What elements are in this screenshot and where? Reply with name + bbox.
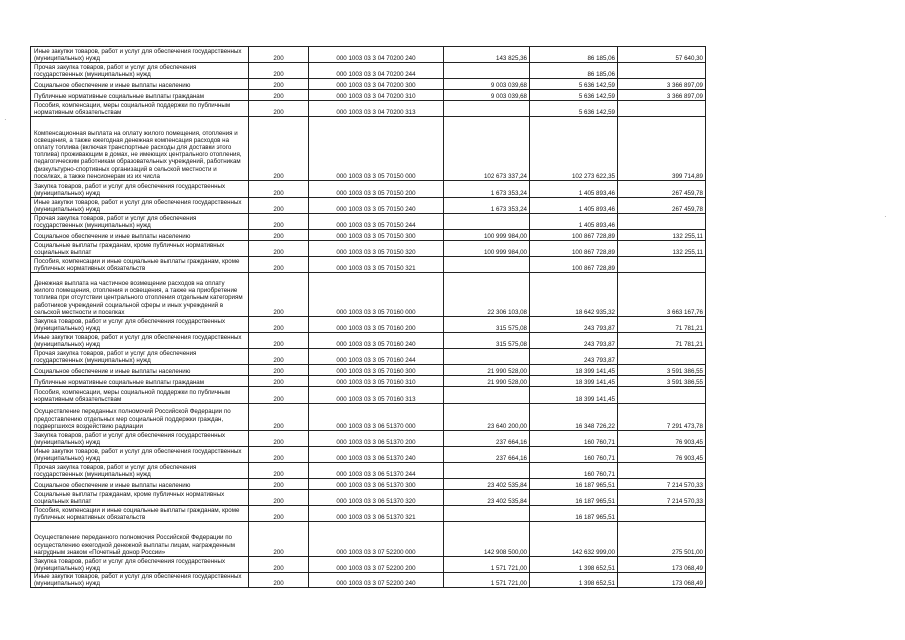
budget-execution-table	[30, 46, 706, 588]
table-row	[31, 479, 706, 490]
cell-fact: 160 760,71	[530, 463, 618, 479]
cell-rest: 3 591 386,55	[618, 365, 706, 376]
cell-fact: 1 405 893,46	[530, 214, 618, 230]
table-row	[31, 447, 706, 463]
cell-name: Прочая закупка товаров, работ и услуг для обеспечения государственных (муниципальных) нужд	[31, 214, 249, 230]
cell-rest: 76 903,45	[618, 431, 706, 447]
cell-plan: 1 571 721,00	[444, 557, 530, 573]
cell-name: Социальное обеспечение и иные выплаты населению	[31, 230, 249, 241]
cell-fact: 86 185,06	[530, 47, 618, 63]
cell-fact: 243 793,87	[530, 333, 618, 349]
cell-kbk: 000 1003 03 3 05 70160 244	[309, 349, 444, 365]
scan-speck: ·	[4, 115, 7, 124]
table-row	[31, 317, 706, 333]
cell-rest: 71 781,21	[618, 333, 706, 349]
cell-code: 200	[249, 273, 309, 317]
cell-code: 200	[249, 376, 309, 387]
cell-fact: 1 398 652,51	[530, 557, 618, 573]
cell-kbk: 000 1003 03 3 07 52200 240	[309, 573, 444, 588]
cell-plan	[444, 349, 530, 365]
cell-plan: 21 990 528,00	[444, 376, 530, 387]
table-row	[31, 230, 706, 241]
cell-name: Прочая закупка товаров, работ и услуг для обеспечения государственных (муниципальных) нужд	[31, 463, 249, 479]
cell-code: 200	[249, 257, 309, 273]
table-row	[31, 333, 706, 349]
cell-code: 200	[249, 573, 309, 588]
cell-fact: 18 399 141,45	[530, 376, 618, 387]
cell-kbk: 000 1003 03 3 05 70150 244	[309, 214, 444, 230]
table-row	[31, 557, 706, 573]
cell-rest: 7 291 473,78	[618, 404, 706, 431]
cell-code: 200	[249, 349, 309, 365]
table-row	[31, 522, 706, 557]
cell-kbk: 000 1003 03 3 06 51370 320	[309, 490, 444, 506]
cell-kbk: 000 1003 03 3 06 51370 300	[309, 479, 444, 490]
cell-name: Иные закупки товаров, работ и услуг для обеспечения государственных (муниципальных) нужд	[31, 198, 249, 214]
cell-kbk: 000 1003 03 3 05 70150 200	[309, 181, 444, 198]
cell-plan: 9 003 039,68	[444, 79, 530, 90]
cell-fact: 16 187 965,51	[530, 506, 618, 522]
cell-plan	[444, 387, 530, 404]
cell-kbk: 000 1003 03 3 05 70150 321	[309, 257, 444, 273]
cell-kbk: 000 1003 03 3 06 51370 321	[309, 506, 444, 522]
cell-kbk: 000 1003 03 3 04 70200 240	[309, 47, 444, 63]
cell-kbk: 000 1003 03 3 05 70160 000	[309, 273, 444, 317]
cell-rest	[618, 349, 706, 365]
cell-code: 200	[249, 447, 309, 463]
table-row	[31, 198, 706, 214]
cell-rest: 173 068,49	[618, 573, 706, 588]
table-row	[31, 90, 706, 101]
cell-name: Иные закупки товаров, работ и услуг для обеспечения государственных (муниципальных) нужд	[31, 47, 249, 63]
cell-name: Денежная выплата на частичное возмещение расходов на оплату жилого помещения, отопления и освещения, а также на приобретение топлива при отсутствии центрального отопления отдельным категориям работников учреждений социальной сферы и иных учреждений в сельской местности и поселках	[31, 273, 249, 317]
cell-rest: 7 214 570,33	[618, 490, 706, 506]
cell-name: Пособия, компенсации, меры социальной поддержки по публичным нормативным обязательствам	[31, 387, 249, 404]
cell-code: 200	[249, 198, 309, 214]
cell-kbk: 000 1003 03 3 07 52200 200	[309, 557, 444, 573]
cell-plan	[444, 506, 530, 522]
cell-code: 200	[249, 317, 309, 333]
cell-plan: 1 673 353,24	[444, 181, 530, 198]
cell-rest: 3 366 897,09	[618, 79, 706, 90]
cell-plan	[444, 63, 530, 79]
cell-kbk: 000 1003 03 3 05 70160 313	[309, 387, 444, 404]
cell-code: 200	[249, 557, 309, 573]
cell-rest: 132 255,11	[618, 241, 706, 257]
cell-name: Закупка товаров, работ и услуг для обеспечения государственных (муниципальных) нужд	[31, 181, 249, 198]
cell-plan: 100 999 984,00	[444, 241, 530, 257]
cell-name: Закупка товаров, работ и услуг для обеспечения государственных (муниципальных) нужд	[31, 431, 249, 447]
cell-fact: 243 793,87	[530, 349, 618, 365]
table-body	[31, 47, 706, 588]
cell-rest: 76 903,45	[618, 447, 706, 463]
cell-plan: 100 999 984,00	[444, 230, 530, 241]
cell-rest: 3 663 167,76	[618, 273, 706, 317]
table-row	[31, 573, 706, 588]
table-row	[31, 490, 706, 506]
cell-fact: 5 636 142,59	[530, 101, 618, 117]
table-row	[31, 431, 706, 447]
cell-kbk: 000 1003 03 3 07 52200 000	[309, 522, 444, 557]
table-row	[31, 257, 706, 273]
cell-code: 200	[249, 230, 309, 241]
table-row	[31, 387, 706, 404]
cell-code: 200	[249, 479, 309, 490]
cell-kbk: 000 1003 03 3 05 70150 320	[309, 241, 444, 257]
cell-fact: 16 348 726,22	[530, 404, 618, 431]
table-row	[31, 101, 706, 117]
cell-rest: 275 501,00	[618, 522, 706, 557]
cell-name: Публичные нормативные социальные выплаты гражданам	[31, 376, 249, 387]
cell-fact: 1 398 652,51	[530, 573, 618, 588]
table-row	[31, 181, 706, 198]
cell-rest: 3 591 386,55	[618, 376, 706, 387]
cell-name: Осуществление переданных полномочий Российской Федерации по предоставлению отдельных мер социальной поддержки граждан, подвергшихся воздействию радиации	[31, 404, 249, 431]
cell-name: Социальное обеспечение и иные выплаты населению	[31, 79, 249, 90]
cell-plan: 23 402 535,84	[444, 479, 530, 490]
cell-fact: 142 632 999,00	[530, 522, 618, 557]
cell-name: Закупка товаров, работ и услуг для обеспечения государственных (муниципальных) нужд	[31, 557, 249, 573]
cell-rest	[618, 463, 706, 479]
cell-rest: 267 459,78	[618, 198, 706, 214]
cell-name: Социальные выплаты гражданам, кроме публичных нормативных социальных выплат	[31, 490, 249, 506]
cell-code: 200	[249, 79, 309, 90]
cell-name: Пособия, компенсации, меры социальной поддержки по публичным нормативным обязательствам	[31, 101, 249, 117]
cell-plan: 23 402 535,84	[444, 490, 530, 506]
cell-fact: 243 793,87	[530, 317, 618, 333]
cell-fact: 100 867 728,89	[530, 257, 618, 273]
cell-code: 200	[249, 463, 309, 479]
cell-plan: 315 575,08	[444, 333, 530, 349]
cell-plan: 142 908 500,00	[444, 522, 530, 557]
cell-kbk: 000 1003 03 3 06 51370 000	[309, 404, 444, 431]
cell-rest	[618, 387, 706, 404]
cell-rest	[618, 101, 706, 117]
cell-fact: 16 187 965,51	[530, 479, 618, 490]
cell-rest: 3 366 897,09	[618, 90, 706, 101]
table-row	[31, 214, 706, 230]
cell-code: 200	[249, 404, 309, 431]
cell-kbk: 000 1003 03 3 06 51370 244	[309, 463, 444, 479]
cell-kbk: 000 1003 03 3 05 70160 300	[309, 365, 444, 376]
cell-kbk: 000 1003 03 3 05 70150 300	[309, 230, 444, 241]
cell-rest: 267 459,78	[618, 181, 706, 198]
cell-kbk: 000 1003 03 3 06 51370 200	[309, 431, 444, 447]
cell-code: 200	[249, 214, 309, 230]
cell-name: Иные закупки товаров, работ и услуг для обеспечения государственных (муниципальных) нужд	[31, 333, 249, 349]
cell-kbk: 000 1003 03 3 05 70160 200	[309, 317, 444, 333]
cell-fact: 160 760,71	[530, 447, 618, 463]
cell-fact: 160 760,71	[530, 431, 618, 447]
table-row	[31, 506, 706, 522]
cell-fact: 100 867 728,89	[530, 241, 618, 257]
cell-code: 200	[249, 387, 309, 404]
cell-fact: 102 273 622,35	[530, 117, 618, 181]
cell-rest	[618, 506, 706, 522]
cell-plan: 23 640 200,00	[444, 404, 530, 431]
cell-code: 200	[249, 63, 309, 79]
table-row	[31, 463, 706, 479]
table-row	[31, 47, 706, 63]
cell-fact: 1 405 893,46	[530, 181, 618, 198]
cell-code: 200	[249, 522, 309, 557]
cell-plan: 1 571 721,00	[444, 573, 530, 588]
table-row	[31, 117, 706, 181]
cell-plan: 9 003 039,68	[444, 90, 530, 101]
table-row	[31, 79, 706, 90]
cell-plan: 143 825,36	[444, 47, 530, 63]
cell-name: Компенсационная выплата на оплату жилого помещения, отопления и освещения, а также ежегодная денежная компенсация расходов на оплату топлива (включая транспортные расходы для доставки этого топлива) проживающим в домах, не имеющих центрального отопления, педагогическим работникам образовательных учреждений, работникам физкультурно-спортивных организаций в сельской местности и поселках, а также пенсионерам из их числа	[31, 117, 249, 181]
cell-code: 200	[249, 181, 309, 198]
cell-name: Публичные нормативные социальные выплаты гражданам	[31, 90, 249, 101]
cell-kbk: 000 1003 03 3 04 70200 244	[309, 63, 444, 79]
cell-code: 200	[249, 241, 309, 257]
cell-rest: 71 781,21	[618, 317, 706, 333]
scan-speck: ·	[884, 212, 887, 221]
cell-rest: 173 068,49	[618, 557, 706, 573]
table-row	[31, 241, 706, 257]
cell-rest: 57 640,30	[618, 47, 706, 63]
table-row	[31, 365, 706, 376]
cell-name: Пособия, компенсации и иные социальные выплаты гражданам, кроме публичных нормативных обязательств	[31, 506, 249, 522]
cell-plan	[444, 214, 530, 230]
table-row	[31, 404, 706, 431]
cell-plan: 237 664,16	[444, 447, 530, 463]
cell-name: Прочая закупка товаров, работ и услуг для обеспечения государственных (муниципальных) нужд	[31, 349, 249, 365]
cell-fact: 100 867 728,89	[530, 230, 618, 241]
cell-kbk: 000 1003 03 3 04 70200 300	[309, 79, 444, 90]
cell-rest: 132 255,11	[618, 230, 706, 241]
cell-code: 200	[249, 365, 309, 376]
cell-fact: 18 399 141,45	[530, 365, 618, 376]
cell-plan: 22 306 103,08	[444, 273, 530, 317]
cell-rest	[618, 257, 706, 273]
cell-name: Пособия, компенсации и иные социальные выплаты гражданам, кроме публичных нормативных обязательств	[31, 257, 249, 273]
cell-rest: 399 714,89	[618, 117, 706, 181]
cell-code: 200	[249, 47, 309, 63]
cell-plan: 102 673 337,24	[444, 117, 530, 181]
cell-rest	[618, 214, 706, 230]
cell-kbk: 000 1003 03 3 05 70150 240	[309, 198, 444, 214]
cell-kbk: 000 1003 03 3 05 70160 240	[309, 333, 444, 349]
cell-plan	[444, 257, 530, 273]
cell-fact: 5 636 142,59	[530, 79, 618, 90]
cell-name: Прочая закупка товаров, работ и услуг для обеспечения государственных (муниципальных) нужд	[31, 63, 249, 79]
cell-code: 200	[249, 117, 309, 181]
cell-code: 200	[249, 333, 309, 349]
cell-fact: 5 636 142,59	[530, 90, 618, 101]
cell-code: 200	[249, 490, 309, 506]
cell-plan: 21 990 528,00	[444, 365, 530, 376]
cell-kbk: 000 1003 03 3 05 70150 000	[309, 117, 444, 181]
cell-fact: 18 399 141,45	[530, 387, 618, 404]
cell-name: Закупка товаров, работ и услуг для обеспечения государственных (муниципальных) нужд	[31, 317, 249, 333]
cell-fact: 18 642 935,32	[530, 273, 618, 317]
cell-rest: 7 214 570,33	[618, 479, 706, 490]
table-row	[31, 273, 706, 317]
table-row	[31, 376, 706, 387]
table-row	[31, 63, 706, 79]
cell-name: Иные закупки товаров, работ и услуг для обеспечения государственных (муниципальных) нужд	[31, 573, 249, 588]
cell-kbk: 000 1003 03 3 05 70160 310	[309, 376, 444, 387]
cell-code: 200	[249, 506, 309, 522]
cell-plan: 315 575,08	[444, 317, 530, 333]
cell-plan	[444, 463, 530, 479]
cell-name: Осуществление переданного полномочия Российской Федерации по осуществлению ежегодной денежной выплаты лицам, награжденным нагрудным знаком «Почетный донор России»	[31, 522, 249, 557]
cell-plan: 1 673 353,24	[444, 198, 530, 214]
cell-fact: 86 185,06	[530, 63, 618, 79]
cell-plan: 237 664,16	[444, 431, 530, 447]
cell-code: 200	[249, 101, 309, 117]
cell-name: Социальное обеспечение и иные выплаты населению	[31, 365, 249, 376]
cell-fact: 16 187 965,51	[530, 490, 618, 506]
cell-kbk: 000 1003 03 3 04 70200 313	[309, 101, 444, 117]
cell-name: Социальные выплаты гражданам, кроме публичных нормативных социальных выплат	[31, 241, 249, 257]
cell-kbk: 000 1003 03 3 04 70200 310	[309, 90, 444, 101]
cell-fact: 1 405 893,46	[530, 198, 618, 214]
budget-report-sheet	[30, 46, 706, 588]
cell-name: Иные закупки товаров, работ и услуг для обеспечения государственных (муниципальных) нужд	[31, 447, 249, 463]
cell-code: 200	[249, 90, 309, 101]
cell-name: Социальное обеспечение и иные выплаты населению	[31, 479, 249, 490]
cell-kbk: 000 1003 03 3 06 51370 240	[309, 447, 444, 463]
table-row	[31, 349, 706, 365]
cell-code: 200	[249, 431, 309, 447]
cell-rest	[618, 63, 706, 79]
cell-plan	[444, 101, 530, 117]
